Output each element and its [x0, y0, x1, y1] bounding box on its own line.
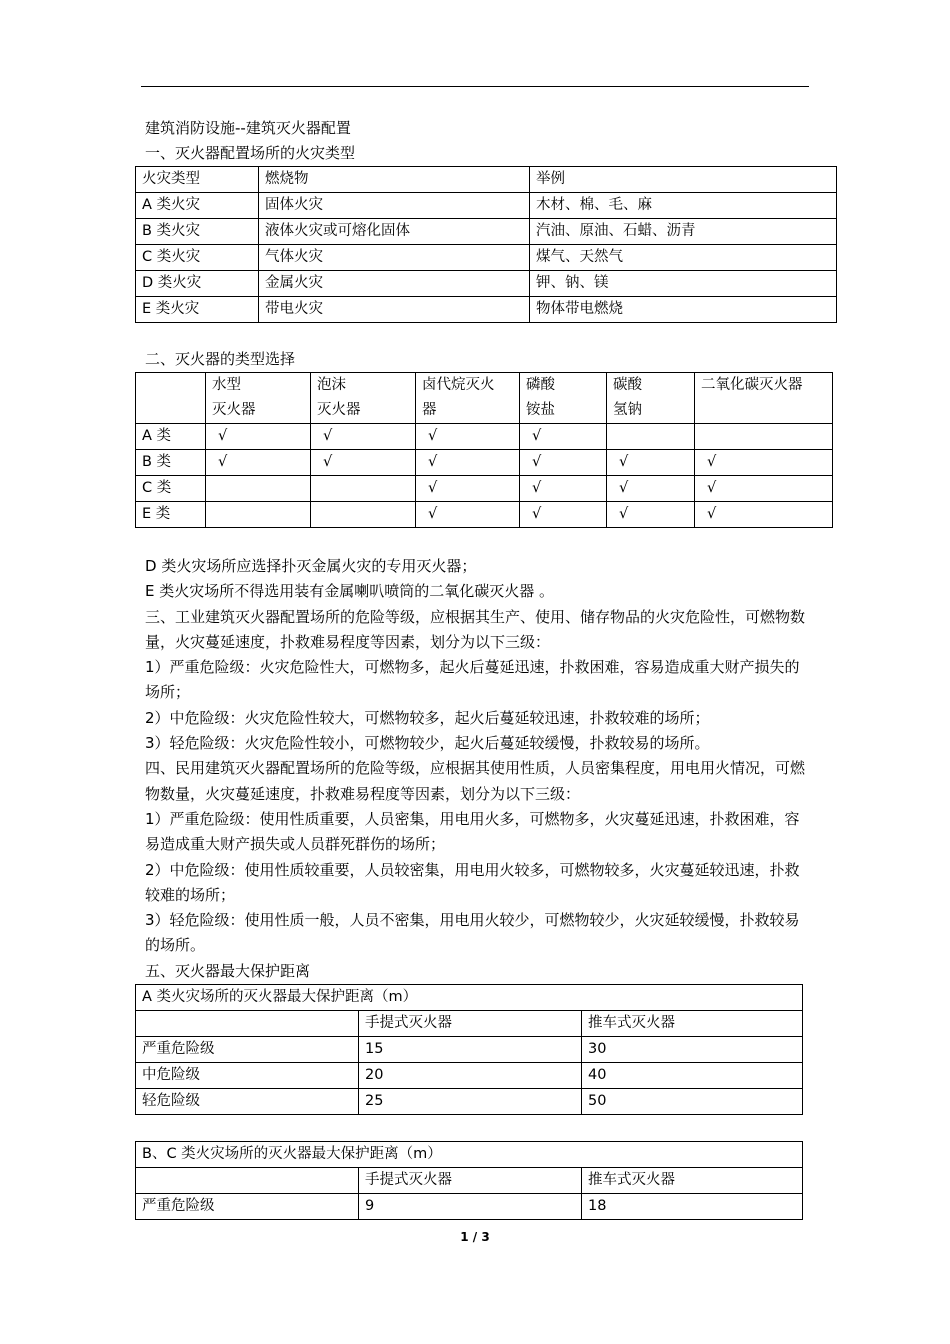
table-row	[136, 271, 837, 297]
table-cell: D 类火灾	[136, 271, 259, 297]
row-label: A 类	[136, 424, 206, 450]
note-class-d: D 类火灾场所应选择扑灭金属火灾的专用灭火器；	[145, 557, 477, 575]
table-cell: 带电火灾	[259, 297, 530, 323]
header-line: 铵盐	[526, 402, 555, 418]
table-header-cell	[695, 373, 833, 424]
table-cell: 15	[359, 1036, 582, 1062]
class-bc-distance-table	[135, 1141, 803, 1220]
header-line: 器	[422, 402, 437, 418]
table-cell: 50	[582, 1088, 803, 1114]
table-cell: 固体火灾	[259, 193, 530, 219]
check-cell: √	[311, 424, 416, 450]
check-cell: √	[416, 450, 520, 476]
table-header-row	[136, 1010, 803, 1036]
table-cell: 25	[359, 1088, 582, 1114]
section4-item: 1）严重危险级：使用性质重要，人员密集，用电用火多，可燃物多，火灾蔓延迅速，扑救困难，容易造成重大财产损失或人员群死群伤的场所；	[145, 809, 800, 854]
class-a-distance-table	[135, 984, 803, 1115]
table-header-row	[136, 1167, 803, 1193]
table-row	[136, 424, 833, 450]
check-cell: √	[206, 450, 311, 476]
row-label: E 类	[136, 502, 206, 528]
check-cell	[206, 476, 311, 502]
table-row	[136, 1036, 803, 1062]
section3-item: 2）中危险级：火灾危险性较大，可燃物较多，起火后蔓延较迅速，扑救较难的场所；	[145, 708, 710, 727]
extinguisher-selection-table	[135, 372, 833, 528]
header-line: 灭火器	[212, 402, 256, 418]
table-header-cell: 燃烧物	[259, 167, 530, 193]
section1-heading: 一、灭火器配置场所的火灾类型	[145, 144, 356, 162]
table-cell: A 类火灾	[136, 193, 259, 219]
table-cell: 汽油、原油、石蜡、沥青	[530, 219, 837, 245]
header-line: 碳酸	[613, 377, 642, 393]
section3-item: 3）轻危险级：火灾危险性较小，可燃物较少，起火后蔓延较缓慢，扑救较易的场所。	[145, 734, 710, 753]
table-header-cell: 推车式灭火器	[582, 1167, 803, 1193]
table-cell: 9	[359, 1193, 582, 1219]
table-row	[136, 1193, 803, 1219]
header-line: 灭火器	[317, 402, 361, 418]
check-cell: √	[520, 502, 607, 528]
check-cell: √	[695, 450, 833, 476]
row-label: B 类	[136, 450, 206, 476]
check-cell: √	[695, 502, 833, 528]
table-header-cell: 火灾类型	[136, 167, 259, 193]
table-cell: 液体火灾或可熔化固体	[259, 219, 530, 245]
section2-heading: 二、灭火器的类型选择	[145, 350, 296, 368]
table-header-cell	[136, 373, 206, 424]
section5-heading: 五、灭火器最大保护距离	[145, 961, 311, 980]
table-cell: 金属火灾	[259, 271, 530, 297]
section4-item: 2）中危险级：使用性质较重要，人员较密集，用电用火较多，可燃物较多，火灾蔓延较迅速，扑救较难的场所；	[145, 860, 800, 904]
table-cell: 严重危险级	[136, 1193, 359, 1219]
table-cell: 气体火灾	[259, 245, 530, 271]
check-cell: √	[416, 424, 520, 450]
table-row	[136, 193, 837, 219]
check-cell	[695, 424, 833, 450]
check-cell: √	[695, 476, 833, 502]
row-label: C 类	[136, 476, 206, 502]
section4-heading: 四、民用建筑灭火器配置场所的危险等级，应根据其使用性质，人员密集程度，用电用火情况，可燃物数量，火灾蔓延速度，扑救难易程度等因素，划分为以下三级：	[145, 759, 806, 803]
section3-item: 1）严重危险级：火灾危险性大，可燃物多，起火后蔓延迅速，扑救困难，容易造成重大财产损失的场所；	[145, 658, 800, 702]
table-cell: 物体带电燃烧	[530, 297, 837, 323]
header-line: 二氧化碳灭火器	[701, 377, 803, 393]
table-header-cell	[520, 373, 607, 424]
table-cell: 钾、钠、镁	[530, 271, 837, 297]
header-line: 卤代烷灭火	[422, 377, 495, 393]
header-line: 水型	[212, 377, 241, 393]
table-header-row	[136, 167, 837, 193]
table-cell: 18	[582, 1193, 803, 1219]
table-row	[136, 1062, 803, 1088]
table-caption-row	[136, 1141, 803, 1167]
table-cell: 20	[359, 1062, 582, 1088]
header-line: 磷酸	[526, 377, 555, 393]
fire-type-table	[135, 166, 837, 323]
check-cell: √	[607, 450, 695, 476]
check-cell	[311, 502, 416, 528]
table-header-cell: 手提式灭火器	[359, 1167, 582, 1193]
table-row	[136, 502, 833, 528]
table-header-cell	[416, 373, 520, 424]
table-cell: 煤气、天然气	[530, 245, 837, 271]
table-header-cell	[311, 373, 416, 424]
table-header-cell: 手提式灭火器	[359, 1010, 582, 1036]
check-cell	[311, 476, 416, 502]
document-body	[142, 116, 813, 1246]
table-row	[136, 476, 833, 502]
note-class-e: E 类火灾场所不得选用装有金属喇叭喷筒的二氧化碳灭火器 。	[145, 582, 555, 601]
table-cell: 40	[582, 1062, 803, 1088]
table-caption: B、C 类火灾场所的灭火器最大保护距离（m）	[136, 1141, 803, 1167]
check-cell: √	[416, 502, 520, 528]
check-cell: √	[416, 476, 520, 502]
table-cell: 木材、棉、毛、麻	[530, 193, 837, 219]
check-cell	[206, 502, 311, 528]
table-header-cell: 推车式灭火器	[582, 1010, 803, 1036]
table-row	[136, 219, 837, 245]
table-row	[136, 450, 833, 476]
table-row	[136, 297, 837, 323]
header-line: 泡沫	[317, 377, 346, 393]
section3-heading: 三、工业建筑灭火器配置场所的危险等级，应根据其生产、使用、储存物品的火灾危险性，可燃物数量，火灾蔓延速度，扑救难易程度等因素，划分为以下三级：	[145, 607, 806, 651]
check-cell	[607, 424, 695, 450]
check-cell: √	[311, 450, 416, 476]
table-cell: 中危险级	[136, 1062, 359, 1088]
check-cell: √	[520, 424, 607, 450]
check-cell: √	[607, 502, 695, 528]
table-row	[136, 245, 837, 271]
table-header-cell	[607, 373, 695, 424]
header-rule	[141, 86, 809, 87]
table-cell: C 类火灾	[136, 245, 259, 271]
table-cell: 30	[582, 1036, 803, 1062]
table-header-row	[136, 373, 833, 424]
table-header-cell	[136, 1010, 359, 1036]
table-header-cell	[136, 1167, 359, 1193]
table-row	[136, 1088, 803, 1114]
check-cell: √	[607, 476, 695, 502]
check-cell: √	[520, 450, 607, 476]
table-caption-row	[136, 984, 803, 1010]
table-header-cell	[206, 373, 311, 424]
table-cell: 轻危险级	[136, 1088, 359, 1114]
table-cell: 严重危险级	[136, 1036, 359, 1062]
page-number: 1 / 3	[460, 1230, 490, 1244]
table-cell: B 类火灾	[136, 219, 259, 245]
table-cell: E 类火灾	[136, 297, 259, 323]
table-caption: A 类火灾场所的灭火器最大保护距离（m）	[136, 984, 803, 1010]
table-header-cell: 举例	[530, 167, 837, 193]
check-cell: √	[206, 424, 311, 450]
header-line: 氢钠	[613, 402, 642, 418]
section4-item: 3）轻危险级：使用性质一般，人员不密集，用电用火较少，可燃物较少，火灾延较缓慢，扑救较易的场所。	[145, 911, 800, 955]
check-cell: √	[520, 476, 607, 502]
document-title: 建筑消防设施--建筑灭火器配置	[145, 119, 351, 137]
